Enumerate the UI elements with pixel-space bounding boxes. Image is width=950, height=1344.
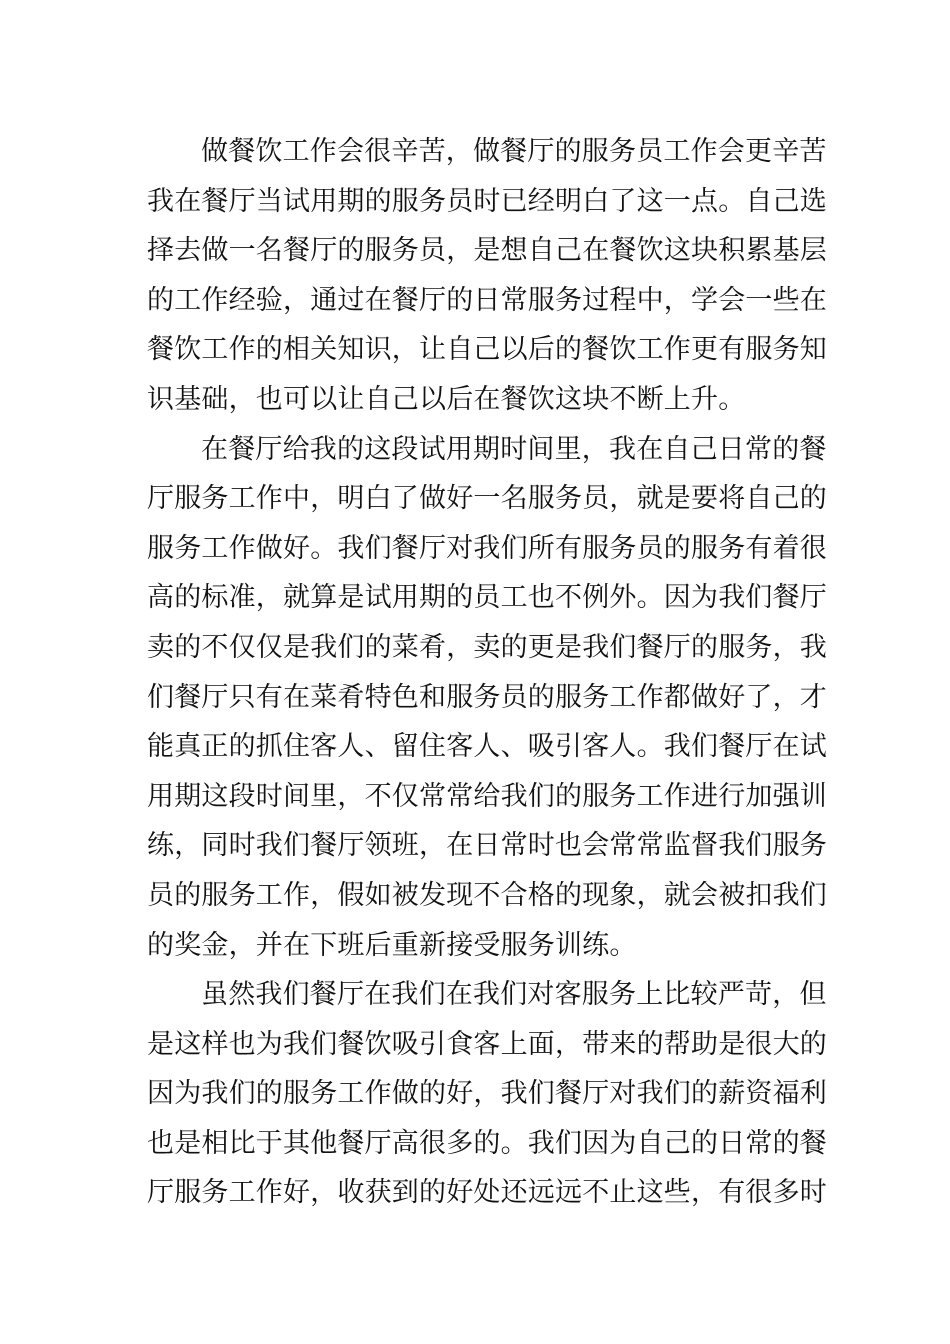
paragraph-1-line: 做餐饮工作会很辛苦，做餐厅的服务员工作会更辛苦: [201, 136, 827, 167]
paragraph-1-line: 我在餐厅当试用期的服务员时已经明白了这一点。自己选: [147, 185, 827, 217]
paragraph-1-line: 餐饮工作的相关知识，让自己以后的餐饮工作更有服务知: [147, 334, 827, 366]
paragraph-2-line: 们餐厅只有在菜肴特色和服务员的服务工作都做好了，才: [147, 681, 827, 713]
paragraph-3-line: 因为我们的服务工作做的好，我们餐厅对我们的薪资福利: [147, 1078, 827, 1110]
paragraph-2-line: 服务工作做好。我们餐厅对我们所有服务员的服务有着很: [147, 532, 827, 564]
paragraph-2-line: 在餐厅给我的这段试用期时间里，我在自己日常的餐: [201, 433, 827, 465]
paragraph-2-line: 厅服务工作中，明白了做好一名服务员，就是要将自己的: [147, 483, 827, 515]
paragraph-2-line: 用期这段时间里，不仅常常给我们的服务工作进行加强训: [147, 780, 827, 812]
paragraph-1-line: 识基础，也可以让自己以后在餐饮这块不断上升。: [147, 383, 746, 415]
paragraph-2-line: 高的标准，就算是试用期的员工也不例外。因为我们餐厅: [147, 582, 827, 614]
paragraph-2-line: 的奖金，并在下班后重新接受服务训练。: [147, 929, 637, 961]
paragraph-2-line: 卖的不仅仅是我们的菜肴，卖的更是我们餐厅的服务，我: [147, 631, 827, 663]
paragraph-3-line: 虽然我们餐厅在我们在我们对客服务上比较严苛，但: [201, 979, 827, 1011]
paragraph-1-line: 的工作经验，通过在餐厅的日常服务过程中，学会一些在: [147, 284, 827, 316]
paragraph-1-line: 择去做一名餐厅的服务员，是想自己在餐饮这块积累基层: [147, 235, 827, 267]
body-text: [147, 127, 827, 1218]
paragraph-3-line: 厅服务工作好，收获到的好处还远远不止这些，有很多时: [147, 1177, 827, 1209]
paragraph-2-line: 员的服务工作，假如被发现不合格的现象，就会被扣我们: [147, 879, 827, 911]
paragraph-3-line: 也是相比于其他餐厅高很多的。我们因为自己的日常的餐: [147, 1127, 827, 1159]
paragraph-3-line: 是这样也为我们餐饮吸引食客上面，带来的帮助是很大的: [147, 1028, 827, 1060]
paragraph-2-line: 练，同时我们餐厅领班，在日常时也会常常监督我们服务: [147, 830, 827, 862]
paragraph-2-line: 能真正的抓住客人、留住客人、吸引客人。我们餐厅在试: [147, 731, 827, 763]
